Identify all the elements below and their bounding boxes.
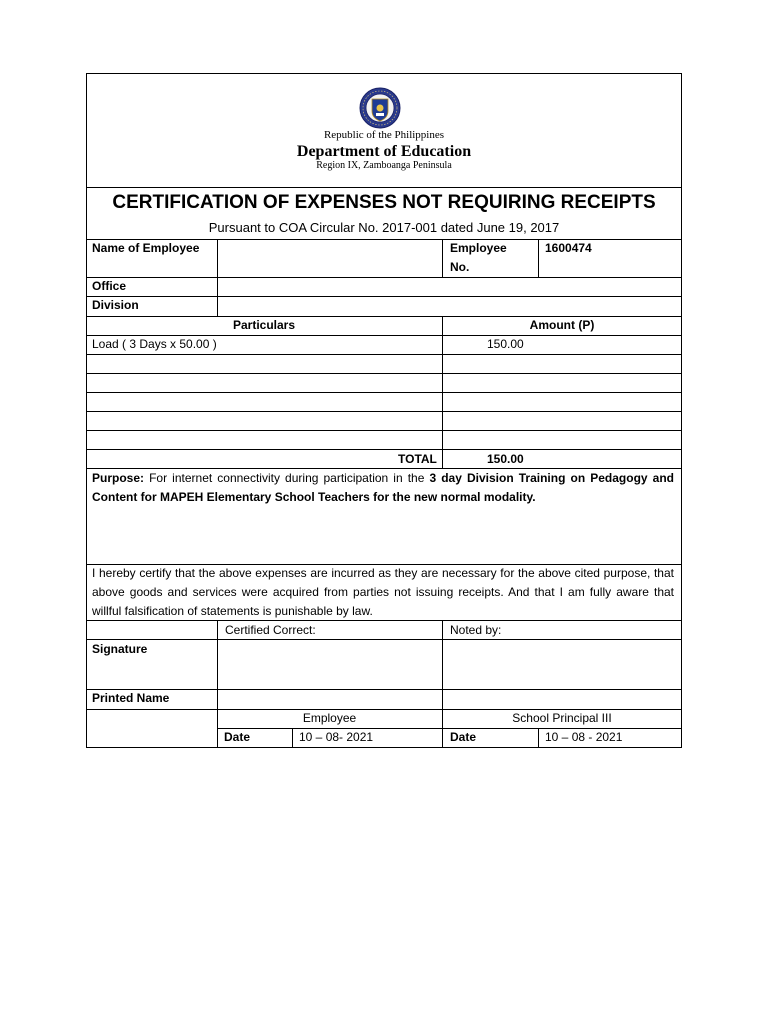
divider xyxy=(538,728,539,748)
certified-correct-label: Certified Correct: xyxy=(225,623,316,637)
amount-header: Amount (P) xyxy=(529,318,595,332)
divider xyxy=(86,354,682,355)
purpose-plain: For internet connectivity during participation in the xyxy=(144,471,430,485)
total-label: TOTAL xyxy=(398,452,437,466)
particular-cell: Load ( 3 Days x 50.00 ) xyxy=(92,337,217,351)
principal-role: School Principal III xyxy=(512,711,612,725)
divider xyxy=(86,187,682,188)
divider xyxy=(86,449,682,450)
divider xyxy=(86,430,682,431)
divider xyxy=(217,239,218,316)
employee-no-label: Employee xyxy=(450,241,507,255)
divider xyxy=(86,411,682,412)
divider xyxy=(86,239,682,240)
divider xyxy=(442,316,443,468)
certification-statement: I hereby certify that the above expenses are incurred as they are necessary for the above cited purpose, that above goods and services were acquired from parties not issuing receipts. And that I am fully aware that willful falsification of statements is punishable by law. xyxy=(92,566,674,618)
divider xyxy=(86,689,682,690)
divider xyxy=(217,620,218,748)
date-label-principal: Date xyxy=(450,730,477,744)
divider xyxy=(217,728,682,729)
divider xyxy=(86,335,682,336)
divider xyxy=(86,373,682,374)
form-subtitle: Pursuant to COA Circular No. 2017-001 dated June 19, 2017 xyxy=(208,220,560,235)
total-value: 150.00 xyxy=(487,452,524,466)
purpose-bold: 3 day Division Training on Pedagogy and Content for MAPEH Elementary School Teachers for the new normal modality. xyxy=(92,471,674,504)
employee-no-label-line2: No. xyxy=(450,260,470,274)
divider xyxy=(538,239,539,277)
amount-cell: 150.00 xyxy=(487,337,524,351)
date-label-employee: Date xyxy=(224,730,251,744)
employee-role: Employee xyxy=(302,711,357,725)
date-principal: 10 – 08 - 2021 xyxy=(545,730,623,744)
name-label: Name of Employee xyxy=(92,241,200,255)
office-label: Office xyxy=(92,279,127,293)
divider xyxy=(86,639,682,640)
divider xyxy=(86,392,682,393)
form-title: CERTIFICATION OF EXPENSES NOT REQUIRING RECEIPTS xyxy=(112,192,656,213)
purpose-label: Purpose: xyxy=(92,471,145,485)
republic-text: Republic of the Philippines xyxy=(323,129,445,141)
divider xyxy=(86,277,682,278)
purpose-text xyxy=(92,469,674,507)
divider xyxy=(86,296,682,297)
department-name: Department of Education xyxy=(296,143,472,160)
divider xyxy=(442,239,443,277)
printed-name-label: Printed Name xyxy=(92,691,170,705)
particulars-header: Particulars xyxy=(232,318,296,332)
division-label: Division xyxy=(92,298,139,312)
divider xyxy=(86,709,682,710)
noted-by-label: Noted by: xyxy=(450,623,502,637)
divider xyxy=(292,728,293,748)
signature-label: Signature xyxy=(92,642,148,656)
divider xyxy=(86,316,682,317)
divider xyxy=(442,620,443,748)
date-employee: 10 – 08- 2021 xyxy=(299,730,374,744)
deped-seal-icon xyxy=(352,86,408,130)
region-text: Region IX, Zamboanga Peninsula xyxy=(316,160,452,171)
employee-no-value[interactable]: 1600474 xyxy=(545,241,592,255)
